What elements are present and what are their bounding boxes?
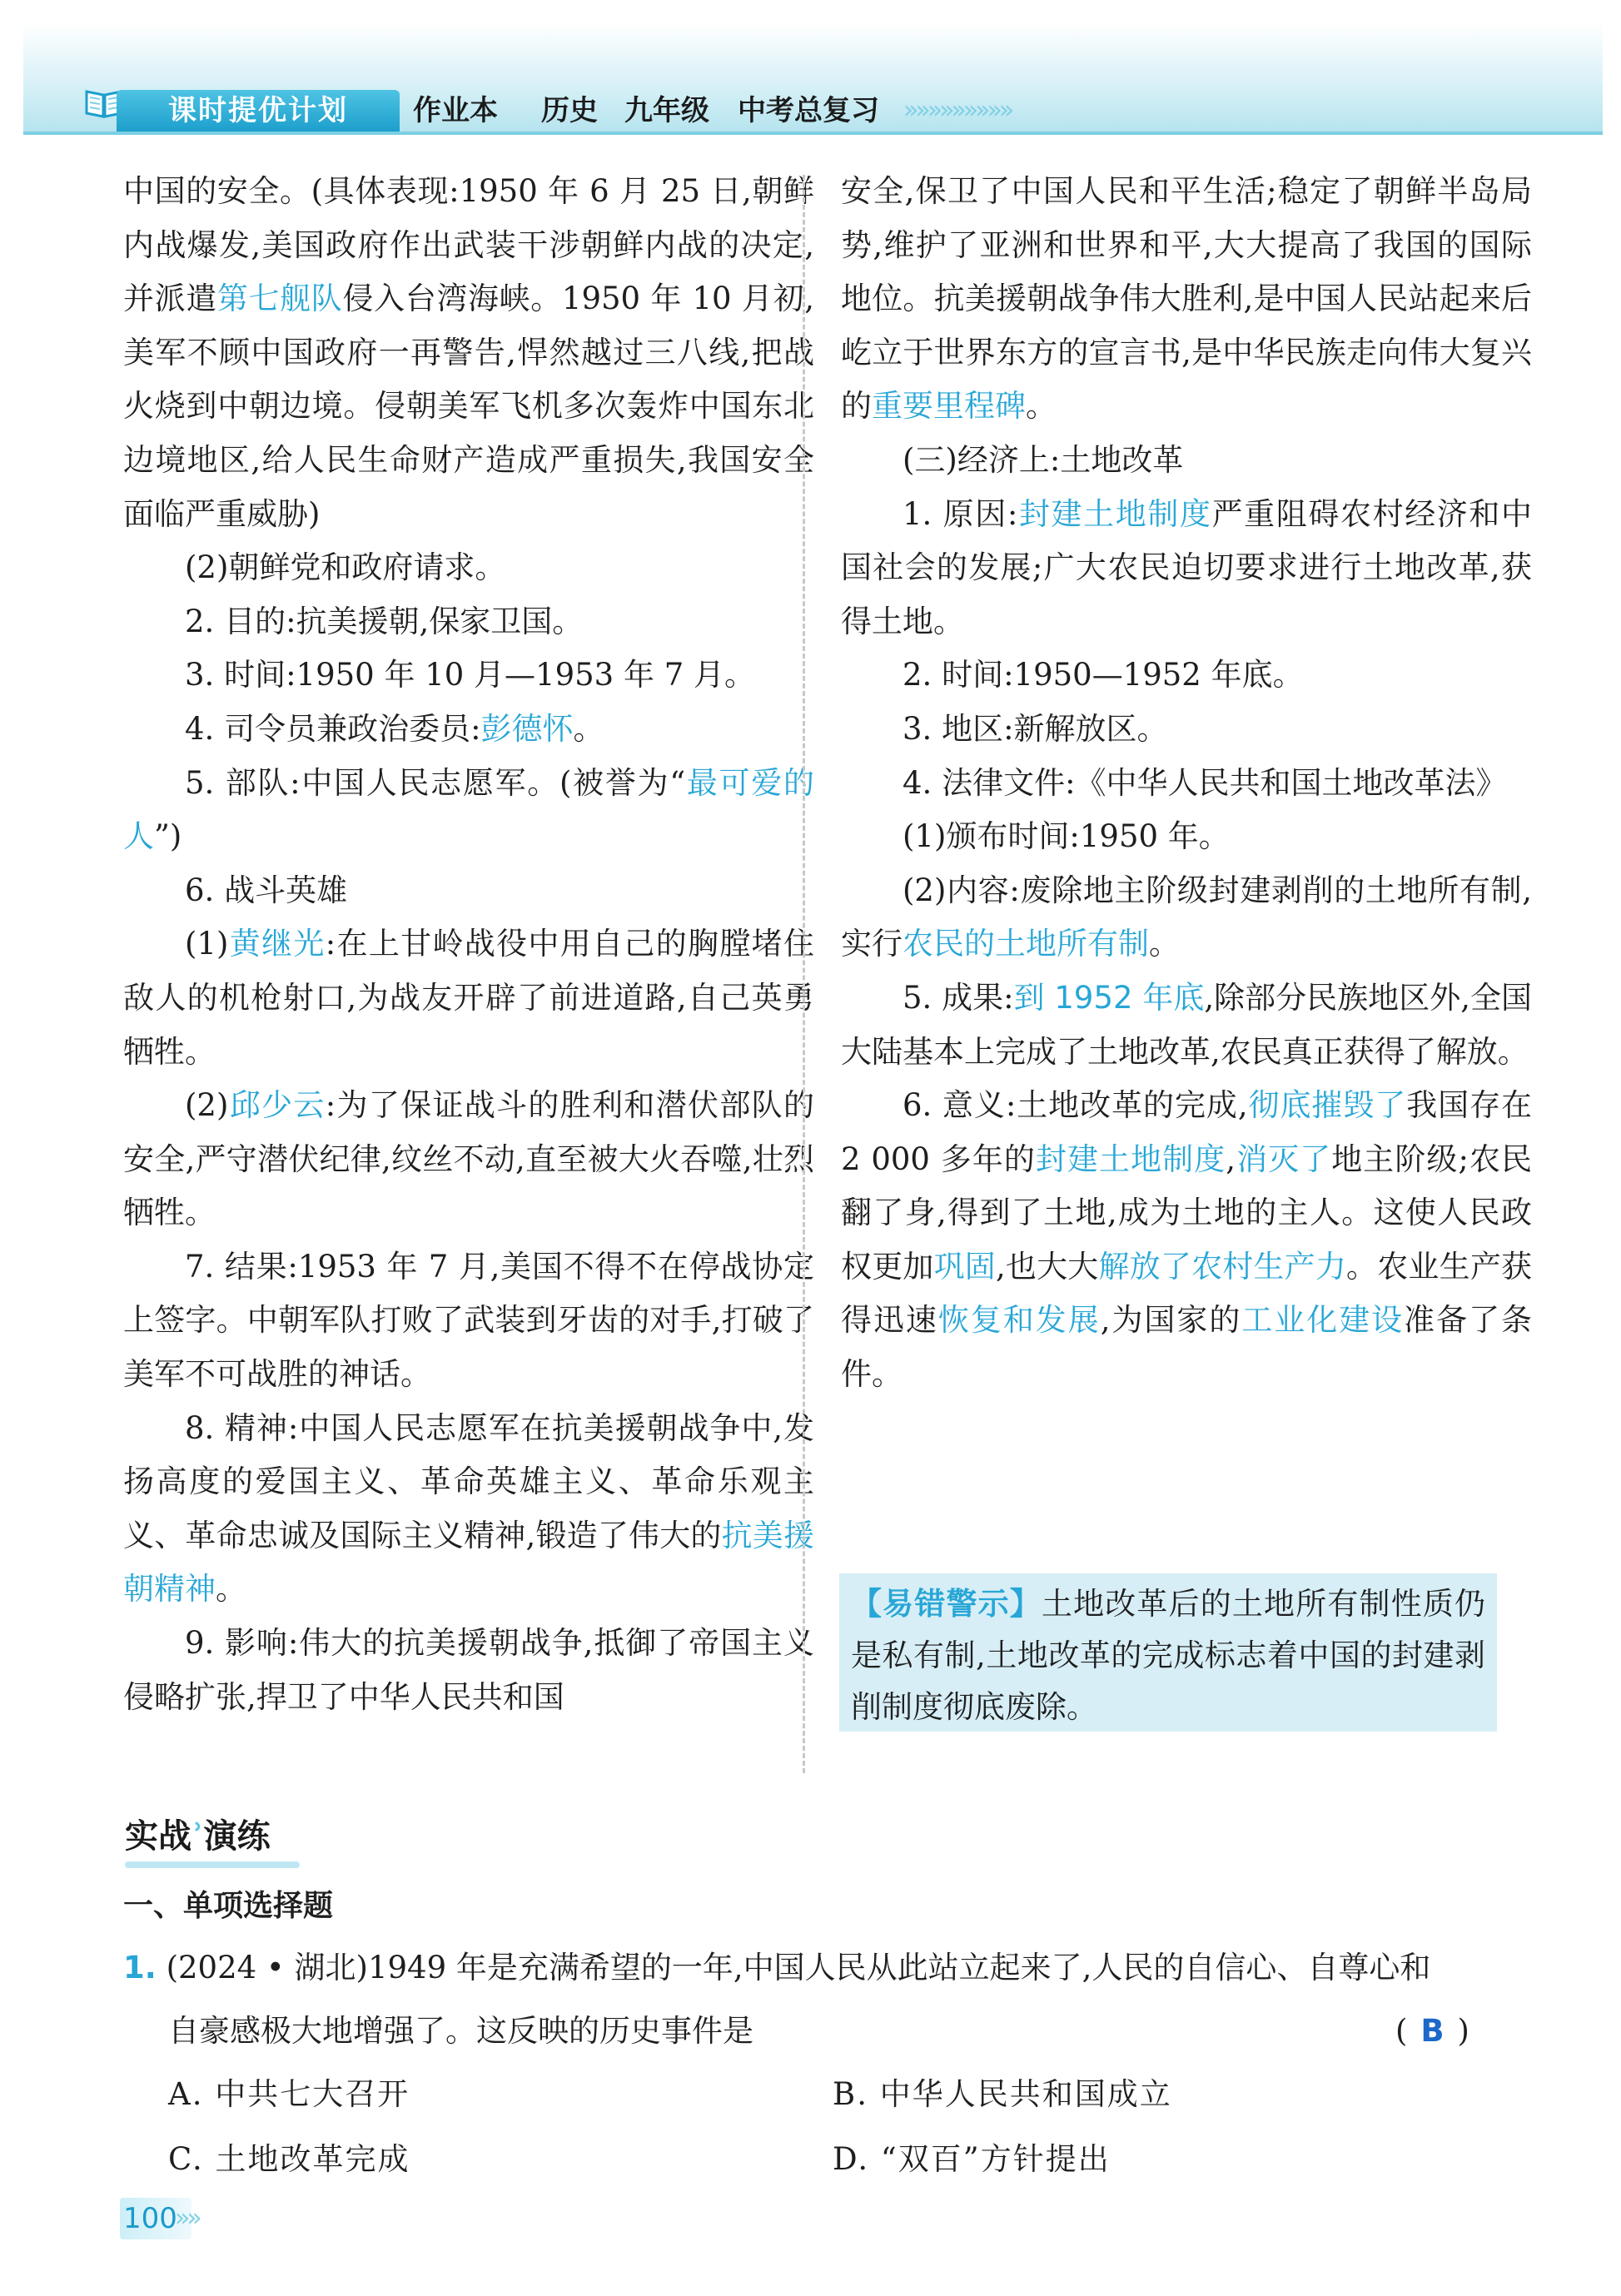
left-paragraph xyxy=(123,595,814,649)
left-paragraph xyxy=(123,757,814,864)
highlighted-keyword: 抗美援朝精神 xyxy=(123,1517,814,1608)
option-a[interactable]: A. 中共七大召开 xyxy=(168,2076,410,2112)
left-paragraph xyxy=(123,703,814,757)
paragraph-text: 地主阶级;农民翻了身,得到了土地,成为土地的主人。这使人民政权更加 xyxy=(841,1141,1533,1285)
highlighted-keyword: 恢复和发展 xyxy=(937,1302,1101,1339)
option-c[interactable]: C. 土地改革完成 xyxy=(168,2141,410,2177)
paragraph-text: (2)朝鲜党和政府请求。 xyxy=(185,549,506,586)
series: 中考总复习 xyxy=(738,94,879,127)
highlighted-keyword: 第七舰队 xyxy=(216,281,343,317)
error-warning-box xyxy=(839,1573,1497,1732)
right-paragraph xyxy=(841,810,1532,864)
paragraph-text: , xyxy=(1226,1141,1236,1177)
paragraph-text: 3. 地区:新解放区。 xyxy=(902,710,1168,747)
paragraph-text: 6. 战斗英雄 xyxy=(185,872,348,908)
paragraph-text: 中国的安全。(具体表现:1950 年 6 月 25 日,朝鲜内战爆发,美国政府作出武装干涉朝鲜内战的决定,并派遣 xyxy=(123,173,814,317)
paragraph-text: 。 xyxy=(573,710,604,747)
highlighted-keyword: 封建土地制度 xyxy=(1017,495,1212,532)
left-paragraph xyxy=(123,917,814,1079)
left-paragraph xyxy=(123,1617,814,1724)
right-paragraph xyxy=(841,864,1532,972)
paragraph-text: 4. 司令员兼政治委员: xyxy=(185,710,481,747)
right-paragraph xyxy=(841,757,1532,811)
swoosh-icon: ʾ xyxy=(191,1817,204,1856)
left-column xyxy=(123,165,814,1724)
paragraph-text: 侵入台湾海峡。1950 年 10 月初,美军不顾中国政府一再警告,悍然越过三八线,把战火烧到中朝边境。侵朝美军飞机多次轰炸中国东北边境地区,给人民生命财产造成严重损失,我国安全面临严重威胁) xyxy=(123,281,814,532)
highlighted-keyword: 彻底摧毁了 xyxy=(1247,1087,1407,1124)
highlighted-keyword: 重要里程碑 xyxy=(872,388,1026,425)
right-paragraph xyxy=(841,165,1532,434)
paragraph-text: (三)经济上:土地改革 xyxy=(902,441,1184,478)
grade: 九年级 xyxy=(624,94,709,127)
highlighted-keyword: 巩固 xyxy=(933,1248,996,1285)
paren-open: ( xyxy=(1395,2013,1408,2049)
highlighted-keyword: 彭德怀 xyxy=(480,710,574,747)
page-chevron-icon: »» xyxy=(175,2204,199,2233)
paragraph-text: ,除部分民族地区外,全国大陆基本上完成了土地改革,农民真正获得了解放。 xyxy=(841,979,1533,1070)
practice-title-b: 演练 xyxy=(203,1817,271,1856)
question-number: 1. xyxy=(123,1950,157,1985)
highlighted-keyword: 农民的土地所有制 xyxy=(902,926,1149,962)
paragraph-text: (2) xyxy=(185,1087,229,1124)
paragraph-text: :在上甘岭战役中用自己的胸膛堵住敌人的机枪射口,为战友开辟了前进道路,自己英勇牺牲。 xyxy=(123,926,815,1070)
section-underline xyxy=(125,1861,300,1868)
paragraph-text: 5. 成果: xyxy=(902,979,1014,1016)
paragraph-text: 严重阻碍农村经济和中国社会的发展;广大农民迫切要求进行土地改革,获得土地。 xyxy=(841,495,1533,639)
answer-value: B xyxy=(1420,2013,1444,2049)
option-d[interactable]: D. “双百”方针提出 xyxy=(833,2141,1111,2177)
right-paragraph xyxy=(841,972,1532,1079)
warning-tag: 【易错警示】 xyxy=(851,1586,1042,1622)
left-paragraph xyxy=(123,541,814,595)
paragraph-text: ,为国家的 xyxy=(1100,1302,1242,1339)
header-divider xyxy=(23,132,1603,135)
paragraph-text: 。 xyxy=(1149,926,1180,962)
left-paragraph xyxy=(123,1079,814,1240)
question-type-heading: 一、单项选择题 xyxy=(123,1889,334,1923)
paragraph-text: 我国存在 2 000 多年的 xyxy=(841,1087,1533,1177)
answer-bracket xyxy=(1395,2006,1469,2056)
left-paragraph xyxy=(123,165,814,541)
column-divider xyxy=(803,175,805,1773)
paragraph-text: 8. 精神:中国人民志愿军在抗美援朝战争中,发扬高度的爱国主义、革命英雄主义、革命乐观主义、革命忠诚及国际主义精神,锻造了伟大的 xyxy=(123,1409,814,1553)
highlighted-keyword: 邱少云 xyxy=(228,1087,326,1124)
paragraph-text: 4. 法律文件:《中华人民共和国土地改革法》 xyxy=(902,764,1507,801)
paragraph-text: 。 xyxy=(1026,388,1057,425)
highlighted-keyword: 最可爱的人 xyxy=(123,764,814,855)
practice-title-a: 实战 xyxy=(125,1817,191,1856)
paragraph-text: ,也大大 xyxy=(995,1248,1099,1285)
paragraph-text: 1. 原因: xyxy=(902,495,1018,532)
right-paragraph xyxy=(841,1079,1532,1402)
highlighted-keyword: 消灭了 xyxy=(1236,1141,1332,1177)
subject: 历史 xyxy=(541,94,598,127)
left-paragraph xyxy=(123,1402,814,1617)
paragraph-text: 2. 目的:抗美援朝,保家卫国。 xyxy=(185,603,584,639)
brand-title: 课时提优计划 xyxy=(117,90,400,132)
paragraph-text: (2)内容:废除地主阶级封建剥削的土地所有制,实行 xyxy=(841,872,1532,962)
paragraph-text: (1) xyxy=(185,926,229,962)
paragraph-text: 5. 部队:中国人民志愿军。(被誉为“ xyxy=(185,764,686,801)
left-paragraph xyxy=(123,864,814,918)
paragraph-text: 6. 意义:土地改革的完成, xyxy=(902,1087,1248,1124)
book-type: 作业本 xyxy=(413,94,498,127)
paragraph-text: 。农业生产获得迅速 xyxy=(841,1248,1533,1339)
paragraph-text: (1)颁布时间:1950 年。 xyxy=(902,818,1230,855)
right-paragraph xyxy=(841,649,1532,703)
header-chevrons-icon: »»»»»»»»» xyxy=(903,96,1012,125)
question-stem-2: 自豪感极大地增强了。这反映的历史事件是 xyxy=(168,2013,753,2049)
paragraph-text: 准备了条件。 xyxy=(841,1302,1533,1393)
right-paragraph xyxy=(841,488,1532,649)
paragraph-text: :为了保证战斗的胜利和潜伏部队的安全,严守潜伏纪律,纹丝不动,直至被大火吞噬,壮烈牺牲。 xyxy=(123,1087,815,1231)
paragraph-text: 安全,保卫了中国人民和平生活;稳定了朝鲜半岛局势,维护了亚洲和世界和平,大大提高了我国的国际地位。抗美援朝战争伟大胜利,是中国人民站起来后屹立于世界东方的宣言书,是中华民族走向伟大复兴的 xyxy=(841,173,1532,425)
paragraph-text: ”) xyxy=(154,818,182,855)
highlighted-keyword: 解放了农村生产力 xyxy=(1098,1248,1347,1285)
right-paragraph xyxy=(841,434,1532,488)
right-column xyxy=(841,165,1532,1402)
highlighted-keyword: 工业化建设 xyxy=(1241,1302,1405,1339)
practice-section-title xyxy=(125,1811,271,1861)
paragraph-text: 。 xyxy=(216,1571,246,1608)
highlighted-keyword: 黄继光 xyxy=(228,926,326,962)
paren-close: ) xyxy=(1457,2013,1469,2049)
page-number: 100 xyxy=(120,2198,191,2239)
paragraph-text: 7. 结果:1953 年 7 月,美国不得不在停战协定上签字。中朝军队打败了武装到牙齿的对手,打破了美军不可战胜的神话。 xyxy=(123,1248,814,1393)
left-paragraph xyxy=(123,1240,814,1402)
highlighted-keyword: 封建土地制度 xyxy=(1035,1141,1226,1177)
paragraph-text: 3. 时间:1950 年 10 月—1953 年 7 月。 xyxy=(185,657,756,693)
option-b[interactable]: B. 中华人民共和国成立 xyxy=(833,2076,1172,2112)
question-1-line-1 xyxy=(123,1943,1430,1993)
left-paragraph xyxy=(123,649,814,703)
warning-text: 土地改革后的土地所有制性质仍是私有制,土地改革的完成标志着中国的封建剥削制度彻底废除。 xyxy=(851,1586,1486,1725)
highlighted-keyword: 到 1952 年底 xyxy=(1013,979,1205,1016)
paragraph-text: 2. 时间:1950—1952 年底。 xyxy=(902,657,1304,693)
right-paragraph xyxy=(841,703,1532,757)
paragraph-text: 9. 影响:伟大的抗美援朝战争,抵御了帝国主义侵略扩张,捍卫了中华人民共和国 xyxy=(123,1625,814,1715)
question-stem-1: (2024 • 湖北)1949 年是充满希望的一年,中国人民从此站立起来了,人民的自信心、自尊心和 xyxy=(166,1950,1431,1985)
